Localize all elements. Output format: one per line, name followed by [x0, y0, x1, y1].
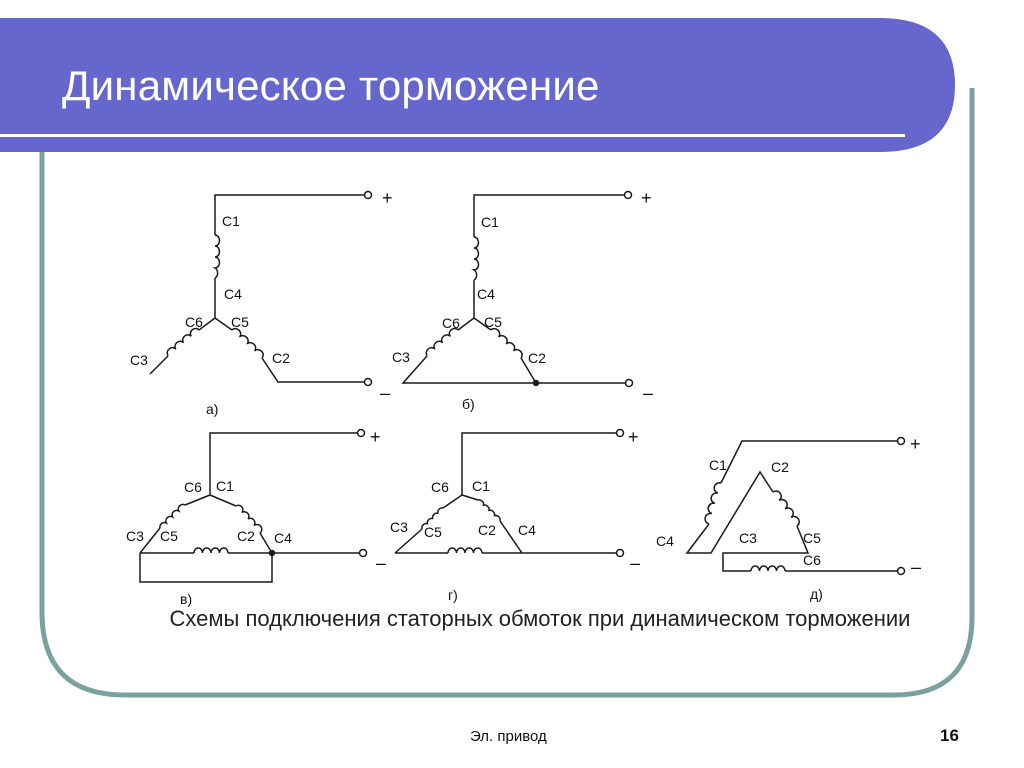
plus-sign: + — [910, 434, 921, 454]
label-c1: С1 — [216, 478, 234, 494]
label-c4: С4 — [477, 286, 495, 302]
label-c4: С4 — [656, 533, 674, 549]
diagram-b — [403, 192, 633, 387]
diagram-a-coil-c6c3 — [167, 328, 199, 355]
terminal-minus — [360, 550, 367, 557]
plus-sign: + — [382, 188, 393, 208]
terminal-plus — [617, 430, 624, 437]
label-c4: С4 — [224, 286, 242, 302]
diagram-b-wires — [403, 195, 625, 383]
label-c5: С5 — [424, 524, 442, 540]
footer-text: Эл. привод — [470, 728, 547, 745]
label-c5: С5 — [803, 530, 821, 546]
diagram-label-g: г) — [448, 587, 458, 603]
minus-sign: – — [630, 553, 641, 573]
diagram-a-wires — [150, 195, 365, 382]
label-c1: С1 — [481, 214, 499, 230]
label-c3: С3 — [126, 528, 144, 544]
label-c6: С6 — [184, 479, 202, 495]
plus-sign: + — [641, 188, 652, 208]
diagram-label-b: б) — [462, 396, 475, 412]
page-number: 16 — [940, 726, 959, 745]
diagram-g-coil-c1c2 — [478, 500, 500, 521]
figure-caption: Схемы подключения статорных обмоток при динамическом торможении — [169, 606, 911, 631]
junction-dot — [534, 381, 539, 386]
diagram-b-coil-c5c2 — [491, 329, 522, 358]
label-c2: С2 — [272, 350, 290, 366]
label-c1: С1 — [222, 213, 240, 229]
terminal-plus — [898, 438, 905, 445]
terminal-plus — [365, 192, 372, 199]
diagram-b-coil-c1c4 — [474, 237, 479, 280]
label-c6: С6 — [431, 479, 449, 495]
plus-sign: + — [628, 427, 639, 447]
label-c3: С3 — [130, 352, 148, 368]
terminal-plus — [358, 430, 365, 437]
label-c2: С2 — [771, 459, 789, 475]
diagram-b-labels — [392, 188, 653, 412]
label-c3: С3 — [392, 349, 410, 365]
label-c2: С2 — [237, 528, 255, 544]
minus-sign: – — [380, 383, 391, 403]
terminal-minus — [617, 550, 624, 557]
terminal-minus — [898, 568, 905, 575]
diagram-d-coil-c3c6 — [751, 566, 785, 571]
diagram-v-coil-c5c4 — [194, 548, 228, 553]
diagram-d-labels — [656, 434, 921, 602]
diagram-label-d: д) — [810, 586, 823, 602]
minus-sign: – — [911, 557, 922, 577]
slide-title: Динамическое торможение — [62, 62, 600, 109]
diagram-v-wires — [140, 433, 360, 582]
diagram-a — [150, 192, 372, 386]
diagram-d-coil-c1c4 — [705, 483, 721, 524]
label-c5: С5 — [484, 314, 502, 330]
diagram-label-v: в) — [180, 591, 193, 607]
diagram-v — [140, 430, 367, 583]
label-c6: С6 — [442, 315, 460, 331]
diagram-label-a: а) — [206, 401, 219, 417]
title-underline — [0, 134, 905, 137]
terminal-plus — [625, 192, 632, 199]
plus-sign: + — [370, 427, 381, 447]
label-c5: С5 — [160, 528, 178, 544]
diagram-v-labels — [126, 427, 386, 607]
label-c4: С4 — [274, 530, 292, 546]
diagram-a-coil-c1c4 — [215, 235, 220, 278]
label-c3: С3 — [390, 519, 408, 535]
label-c2: С2 — [478, 522, 496, 538]
diagram-b-coil-c6c3 — [426, 328, 458, 355]
label-c1: С1 — [472, 478, 490, 494]
label-c3: С3 — [739, 530, 757, 546]
label-c6: С6 — [185, 314, 203, 330]
diagram-a-coil-c5c2 — [232, 329, 263, 358]
minus-sign: – — [643, 383, 654, 403]
label-c1: С1 — [709, 457, 727, 473]
label-c6: С6 — [803, 552, 821, 568]
terminal-minus — [365, 379, 372, 386]
diagram-g-labels — [390, 427, 640, 603]
diagram-g-coil-c5c4 — [448, 548, 482, 553]
terminal-minus — [626, 380, 633, 387]
minus-sign: – — [376, 553, 387, 573]
diagram-d-coil-c2c5 — [773, 491, 799, 526]
junction-dot — [270, 551, 275, 556]
label-c5: С5 — [231, 314, 249, 330]
diagram-v-coil-c6c3 — [160, 504, 185, 528]
label-c2: С2 — [528, 350, 546, 366]
label-c4: С4 — [518, 522, 536, 538]
